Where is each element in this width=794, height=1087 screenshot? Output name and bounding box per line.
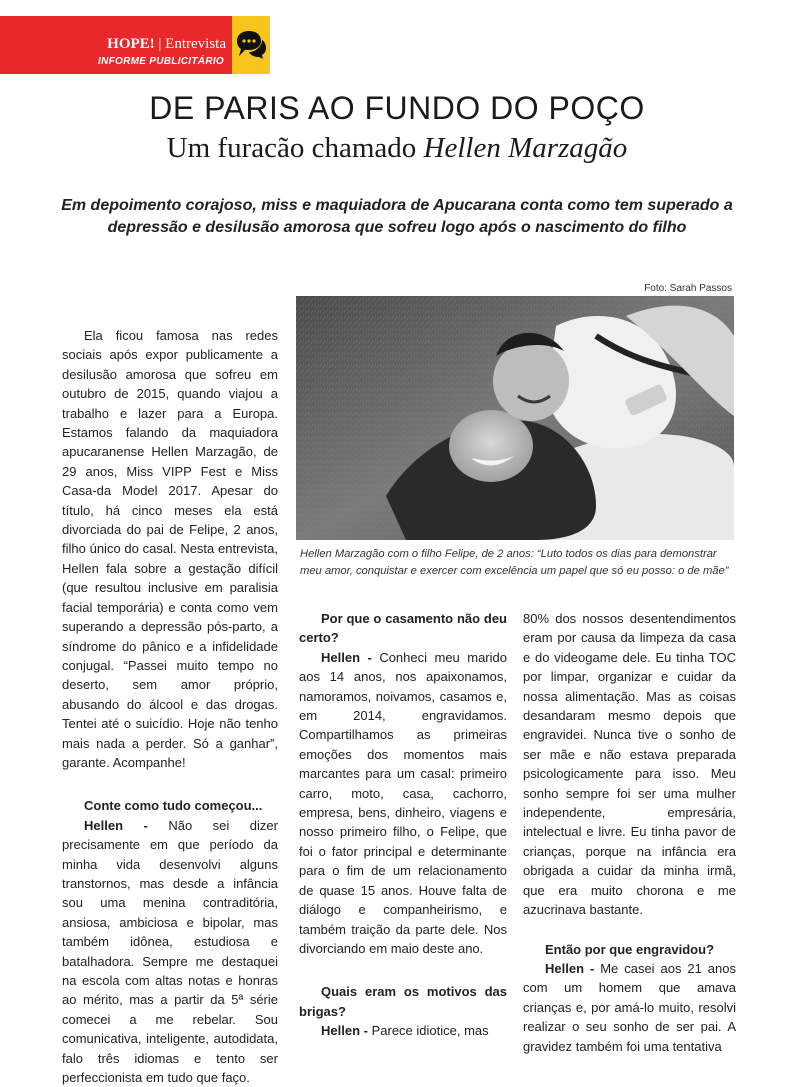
- photo-credit: Foto: Sarah Passos: [644, 283, 732, 294]
- banner-separator: |: [158, 36, 162, 52]
- speaker-label: Hellen -: [321, 649, 372, 665]
- section-name: Entrevista: [165, 36, 226, 52]
- answer-2: Hellen - Conheci meu marido aos 14 anos, nos apaixonamos, namoramos, noivamos, casamos e, em 2014, engravidamos. Compartilhamos as primeiras emoções dos momentos mais marcantes para um casal: primeiro carro, moto, casa, cachorro, empresa, bens, dinheiro, viagens e nosso primeiro filho, o Felipe, que foi o fator principal e determinante para o fim de um relacionamento de quase 15 anos. Houve falta de diálogo e companheirismo, e também traição da parte dele. Nos divorciando em maio deste ano.: [299, 649, 507, 956]
- subhead-name: Hellen Marzagão: [423, 132, 628, 164]
- banner-subtitle: INFORME PUBLICITÁRIO: [98, 56, 224, 67]
- article-lede: Em depoimento corajoso, miss e maquiadora de Apucarana conta como tem superado a depressão e desilusão amorosa que sofreu logo após o nascimento do filho: [61, 197, 733, 236]
- article-subhead: [0, 132, 794, 165]
- banner-title: [107, 36, 226, 53]
- subhead-prefix: Um furacão chamado: [166, 132, 424, 164]
- photo-caption: Hellen Marzagão com o filho Felipe, de 2 anos: “Luto todos os dias para demonstrar meu amor, conquistar e exercer com excelência um papel que só eu posso: o de mãe”: [300, 548, 729, 577]
- speech-bubbles-icon: [235, 30, 267, 60]
- article-photo: [296, 296, 734, 540]
- answer-4: Hellen - Me casei aos 21 anos com um homem que amava crianças e, por amá-lo muito, resolvi realizar o seu sonho de ser pai. A gravidez também foi uma tentativa: [523, 960, 736, 1054]
- answer-3-continued: 80% dos nossos desentendimentos eram por causa da limpeza da casa e do videogame dele. Eu tinha TOC por limpar, organizar e cuidar da nossa alimentação. Mas as coisas desandaram mesmo depois que engravidei. Nunca tive o sonho de ser mãe e não estava preparada psicologicamente para isso. Meu sonho sempre foi ser uma mulher independente, empresária, intelectual e livre. Eu tinha pavor de crianças, porque na infância era obrigada a cuidar da minha irmã, que era muito chorona e me azucrinava bastante.: [523, 611, 736, 918]
- section-badge: [232, 16, 270, 74]
- article-intro: Ela ficou famosa nas redes sociais após expor publicamente a desilusão amorosa que sofreu em outubro de 2015, quando viajou a trabalho e lazer para a Europa. Estamos falando da maquiadora apucaranense Hellen Marzagão, de 29 anos, Miss VIPP Fest e Miss Casa-da Model 2017. Apesar do título, há cinco meses ela está divorciada do pai de Felipe, 2 anos, filho único do casal. Nesta entrevista, Hellen fala sobre a gestação difícil (que resultou inclusive em paralisia facial temporária) e conta como vem superando a depressão pós-parto, a síndrome do pânico e a infidelidade conjugal. “Passei muito tempo no deserto, sem amor próprio, abusando do álcool e das drogas. Tentei até o suicídio. Hoje não tenho mais nada a perder. Só a ganhar”, garante. Acompanhe!: [62, 328, 278, 770]
- article-column-3: [523, 609, 736, 1056]
- speaker-label: Hellen -: [84, 817, 148, 833]
- article-headline: DE PARIS AO FUNDO DO POÇO: [149, 90, 645, 126]
- answer-3: Hellen - Parece idiotice, mas: [321, 1023, 489, 1039]
- answer-1: Hellen - Não sei dizer precisamente em que período da minha vida desenvolvi alguns transtornos, mas desde a infância sou uma menina contraditória, ansiosa, ambiciosa e bipolar, mas também idônea, estudiosa e batalhadora. Sempre me destaquei na escola com altas notas e honras ao mérito, mas a partir da 5ª série comecei a me rebelar. Sou comunicativa, inteligente, autodidata, falo três idiomas e tento ser perfeccionista em tudo que faço.: [62, 817, 278, 1086]
- speaker-label: Hellen -: [545, 960, 595, 976]
- question-1: Conte como tudo começou...: [84, 798, 263, 814]
- section-banner: [0, 16, 232, 74]
- article-column-2: [299, 609, 507, 1041]
- brand-name: HOPE!: [107, 36, 155, 52]
- photo-illustration: [296, 296, 734, 540]
- speaker-label: Hellen -: [321, 1023, 368, 1039]
- question-2: Por que o casamento não deu certo?: [299, 611, 507, 646]
- article-column-1: [62, 326, 278, 1087]
- question-4: Então por que engravidou?: [545, 941, 715, 957]
- question-3: Quais eram os motivos das brigas?: [299, 984, 507, 1019]
